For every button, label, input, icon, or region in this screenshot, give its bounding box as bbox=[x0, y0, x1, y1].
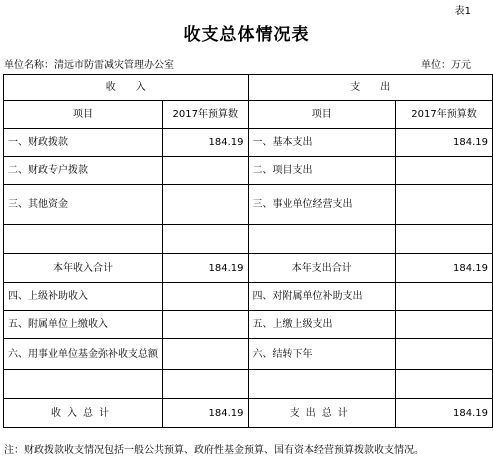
income-value-cell[interactable] bbox=[163, 370, 249, 399]
table-row bbox=[4, 129, 493, 157]
expense-value-cell[interactable] bbox=[396, 225, 493, 254]
table-row bbox=[4, 370, 493, 399]
expense-value-cell[interactable] bbox=[396, 370, 493, 399]
income-total-label[interactable]: 收入总计 bbox=[4, 399, 163, 428]
budget-table bbox=[3, 74, 493, 428]
expense-item-cell[interactable]: 六、结转下年 bbox=[248, 339, 396, 370]
expense-item-cell[interactable]: 四、对附属单位补助支出 bbox=[248, 283, 396, 311]
income-value-cell[interactable] bbox=[163, 185, 249, 225]
expense-value-cell[interactable] bbox=[396, 283, 493, 311]
income-item-cell[interactable]: 六、用事业单位基金弥补收支总额 bbox=[4, 339, 163, 370]
expense-total-label[interactable]: 支出总计 bbox=[248, 399, 396, 428]
income-item-cell[interactable]: 一、财政拨款 bbox=[4, 129, 163, 157]
expense-item-cell[interactable] bbox=[248, 370, 396, 399]
expense-item-cell[interactable]: 二、项目支出 bbox=[248, 157, 396, 185]
currency-unit-label: 单位：万元 bbox=[421, 60, 471, 71]
table-row bbox=[4, 185, 493, 225]
income-value-cell[interactable] bbox=[163, 225, 249, 254]
table-row bbox=[4, 283, 493, 311]
expense-item-cell[interactable]: 三、事业单位经营支出 bbox=[248, 185, 396, 225]
table-row bbox=[4, 225, 493, 254]
expense-subtotal-value[interactable]: 184.19 bbox=[396, 254, 493, 283]
table-row bbox=[4, 311, 493, 339]
column-header-row bbox=[4, 101, 493, 129]
income-subtotal-label[interactable]: 本年收入合计 bbox=[4, 254, 163, 283]
expense-item-cell[interactable] bbox=[248, 225, 396, 254]
expense-budget-header[interactable]: 2017年预算数 bbox=[396, 101, 493, 129]
section-header-row bbox=[4, 75, 493, 101]
expense-total-value[interactable]: 184.19 bbox=[396, 399, 493, 428]
income-item-header[interactable]: 项目 bbox=[4, 101, 163, 129]
income-item-cell[interactable]: 二、财政专户拨款 bbox=[4, 157, 163, 185]
expense-value-cell[interactable] bbox=[396, 339, 493, 370]
table-number: 表1 bbox=[454, 6, 471, 17]
income-item-cell[interactable] bbox=[4, 225, 163, 254]
income-value-cell[interactable]: 184.19 bbox=[163, 129, 249, 157]
expense-item-header[interactable]: 项目 bbox=[248, 101, 396, 129]
income-subtotal-value[interactable]: 184.19 bbox=[163, 254, 249, 283]
expense-value-cell[interactable] bbox=[396, 311, 493, 339]
income-budget-header[interactable]: 2017年预算数 bbox=[163, 101, 249, 129]
page-title: 收支总体情况表 bbox=[183, 25, 310, 45]
income-value-cell[interactable] bbox=[163, 339, 249, 370]
footnote: 注：财政拨款收支情况包括一般公共预算、政府性基金预算、国有资本经营预算拨款收支情况。 bbox=[4, 445, 424, 456]
income-item-cell[interactable] bbox=[4, 370, 163, 399]
expense-value-cell[interactable] bbox=[396, 185, 493, 225]
income-value-cell[interactable] bbox=[163, 283, 249, 311]
income-item-cell[interactable]: 五、附属单位上缴收入 bbox=[4, 311, 163, 339]
expense-value-cell[interactable]: 184.19 bbox=[396, 129, 493, 157]
income-section-header[interactable]: 收 入 bbox=[4, 75, 249, 101]
expense-item-cell[interactable]: 五、上缴上级支出 bbox=[248, 311, 396, 339]
expense-item-cell[interactable]: 一、基本支出 bbox=[248, 129, 396, 157]
income-total-value[interactable]: 184.19 bbox=[163, 399, 249, 428]
unit-name-label: 单位名称：清远市防雷减灾管理办公室 bbox=[4, 60, 174, 71]
income-item-cell[interactable]: 三、其他资金 bbox=[4, 185, 163, 225]
grand-total-row bbox=[4, 399, 493, 428]
expense-subtotal-label[interactable]: 本年支出合计 bbox=[248, 254, 396, 283]
expense-section-header[interactable]: 支 出 bbox=[248, 75, 493, 101]
table-row bbox=[4, 339, 493, 370]
table-row bbox=[4, 157, 493, 185]
income-value-cell[interactable] bbox=[163, 157, 249, 185]
income-value-cell[interactable] bbox=[163, 311, 249, 339]
income-item-cell[interactable]: 四、上级补助收入 bbox=[4, 283, 163, 311]
subtotal-row bbox=[4, 254, 493, 283]
expense-value-cell[interactable] bbox=[396, 157, 493, 185]
